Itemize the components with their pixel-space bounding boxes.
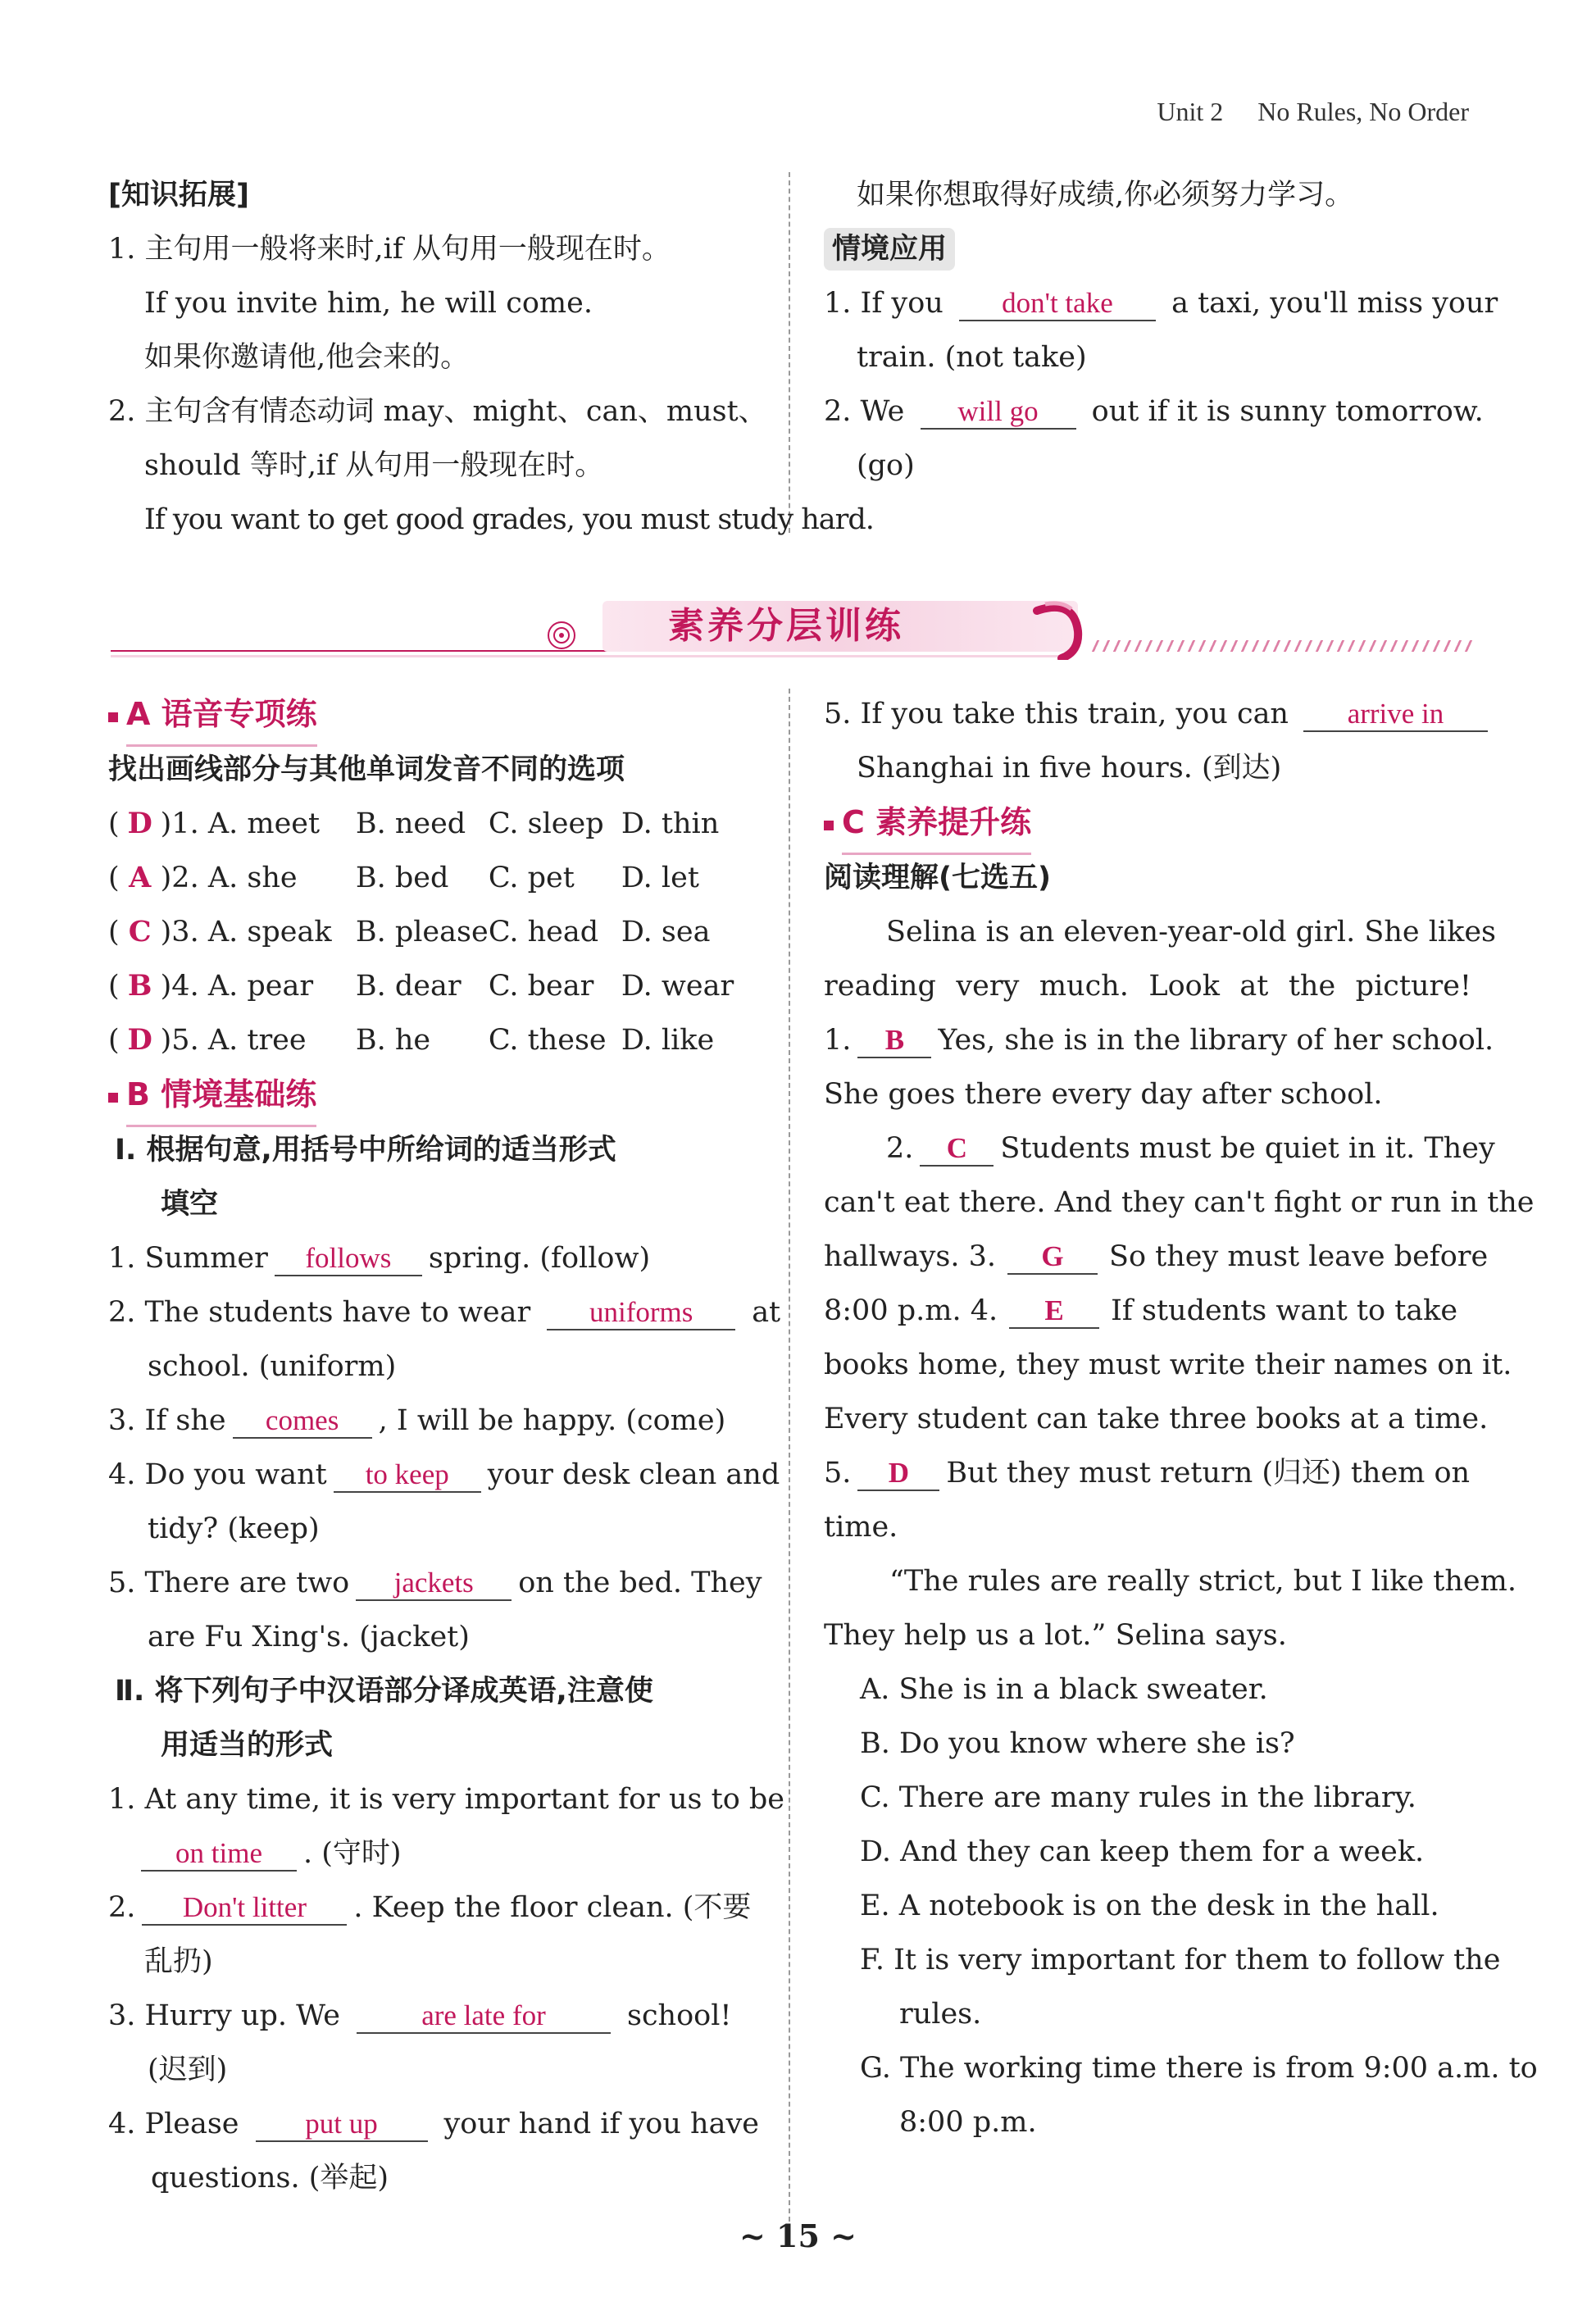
passage-line-8-post: If students want to take xyxy=(1111,1294,1458,1327)
mcq-item-3: ( C )3. A. speak B. pleaseC. head D. sea xyxy=(108,905,764,959)
fill-q4-pre: 4. Do you want xyxy=(108,1458,327,1491)
mcq-3-c: C. head xyxy=(488,916,599,948)
passage-blank-1-answer: B xyxy=(857,1024,931,1058)
passage-line-3-post: Yes, she is in the library of her school. xyxy=(938,1024,1494,1057)
mcq-1-answer: D xyxy=(127,807,152,840)
trans-q2-pre: 2. xyxy=(108,1891,136,1924)
situation-q2-hint: (go) xyxy=(857,449,915,482)
option-a: A. She is in a black sweater. xyxy=(860,1673,1268,1706)
section-a-instruction: 找出画线部分与其他单词发音不同的选项 xyxy=(108,753,625,786)
passage-blank-2-answer: C xyxy=(920,1132,994,1167)
situation-q2-pre: 2. We xyxy=(824,395,905,428)
trans-q4-pre: 4. Please xyxy=(108,2108,239,2140)
fill-q4-line2: tidy? (keep) xyxy=(148,1512,320,1545)
mcq-2-b: B. bed xyxy=(355,862,449,894)
passage-line-5 xyxy=(824,1121,1495,1176)
option-c: C. There are many rules in the library. xyxy=(860,1781,1416,1814)
trans-q3 xyxy=(108,1989,764,2043)
trans-q3-answer: are late for xyxy=(357,1999,611,2034)
passage-blank-5-answer: D xyxy=(857,1457,939,1491)
mcq-4-a: A. pear xyxy=(207,970,314,1003)
mcq-2-answer: A xyxy=(129,861,152,894)
mcq-item-1: ( D )1. A. meet B. need C. sleep D. thin xyxy=(108,797,764,851)
passage-line-4: She goes there every day after school. xyxy=(824,1078,1383,1111)
fill-q1-pre: 1. Summer xyxy=(108,1242,268,1275)
situation-q1-post: a taxi, you'll miss your xyxy=(1171,287,1498,320)
passage-line-13: “The rules are really strict, but I like them. xyxy=(889,1565,1516,1598)
column-divider-top xyxy=(789,172,790,533)
mcq-5-num: )5. xyxy=(160,1024,199,1057)
mcq-item-5: ( D )5. A. tree B. he C. these D. like xyxy=(108,1013,764,1067)
trans-q2-post: . Keep the floor clean. (不要 xyxy=(353,1891,752,1924)
situation-q2-answer: will go xyxy=(921,395,1076,430)
mcq-3-num: )3. xyxy=(160,916,199,948)
mcq-1-a: A. meet xyxy=(207,807,321,840)
option-f: F. It is very important for them to follow the xyxy=(860,1944,1501,1976)
trans-q4-post: your hand if you have xyxy=(443,2108,759,2140)
mcq-4-d: D. wear xyxy=(621,970,734,1003)
passage-line-14: They help us a lot.” Selina says. xyxy=(824,1619,1287,1652)
trans-q2-answer: Don't litter xyxy=(142,1891,347,1926)
left-column xyxy=(108,687,785,2205)
mcq-1-c: C. sleep xyxy=(488,807,604,840)
section-b-part1-line1: Ⅰ. 根据句意,用括号中所给词的适当形式 xyxy=(115,1134,616,1167)
mcq-5-a: A. tree xyxy=(207,1024,307,1057)
mcq-3-answer: C xyxy=(128,915,152,948)
fill-q5-answer: jackets xyxy=(356,1567,512,1601)
mcq-5-d: D. like xyxy=(621,1024,715,1057)
section-b-marker xyxy=(108,1093,118,1103)
trans-q2 xyxy=(108,1881,764,1935)
situation-q1 xyxy=(824,276,1498,330)
header-unit: Unit 2 xyxy=(1157,97,1224,126)
passage-line-7-post: So they must leave before xyxy=(1109,1240,1489,1273)
trans-q1-line1: 1. At any time, it is very important for us to be xyxy=(108,1783,785,1816)
mcq-5-c: C. these xyxy=(488,1024,607,1057)
banner-title: 素养分层训练 xyxy=(668,605,904,647)
target-icon xyxy=(545,619,578,652)
section-b-part2-line2: 用适当的形式 xyxy=(161,1729,334,1762)
passage-blank-5-num: 5. xyxy=(824,1457,852,1490)
knowledge-example-1-en: If you invite him, he will come. xyxy=(144,287,593,320)
trans-q3-pre: 3. Hurry up. We xyxy=(108,1999,340,2032)
banner-line-pink xyxy=(111,655,1062,657)
passage-line-7-pre: hallways. 3. xyxy=(824,1240,996,1273)
fill-q4-post: your desk clean and xyxy=(487,1458,780,1491)
option-d: D. And they can keep them for a week. xyxy=(860,1835,1425,1868)
right-q5-pre: 5. If you take this train, you can xyxy=(824,698,1289,730)
banner-swoosh-icon xyxy=(1029,594,1094,660)
option-g: G. The working time there is from 9:00 a.m. to xyxy=(860,2052,1538,2085)
fill-q5-line2: are Fu Xing's. (jacket) xyxy=(148,1621,470,1653)
mcq-item-2: ( A )2. A. she B. bed C. pet D. let xyxy=(108,851,764,905)
fill-q3 xyxy=(108,1394,764,1448)
trans-q1-answer: on time xyxy=(141,1837,297,1872)
knowledge-example-2-en: If you want to get good grades, you must study hard. xyxy=(144,503,874,536)
situation-tag: 情境应用 xyxy=(824,228,955,271)
mcq-1-d: D. thin xyxy=(621,807,720,840)
right-q5 xyxy=(824,687,1471,741)
mcq-2-a: A. she xyxy=(207,862,298,894)
section-a-items xyxy=(108,797,764,1067)
passage-blank-4-answer: E xyxy=(1009,1294,1099,1329)
passage-line-1: Selina is an eleven-year-old girl. She likes xyxy=(886,916,1497,948)
fill-q3-post: , I will be happy. (come) xyxy=(378,1404,726,1437)
passage-line-6: can't eat there. And they can't fight or run in the xyxy=(824,1186,1535,1219)
mcq-2-num: )2. xyxy=(160,862,199,894)
trans-q1-line2 xyxy=(108,1826,764,1881)
passage-blank-1-num: 1. xyxy=(824,1024,852,1057)
fill-q3-pre: 3. If she xyxy=(108,1404,226,1437)
fill-q2-post: at xyxy=(752,1296,781,1329)
option-f-line2: rules. xyxy=(899,1998,982,2031)
situation-block xyxy=(824,168,1498,493)
trans-q1-post: . (守时) xyxy=(303,1837,402,1870)
situation-q1-answer: don't take xyxy=(959,287,1156,321)
fill-q4-answer: to keep xyxy=(334,1458,481,1493)
mcq-5-b: B. he xyxy=(355,1024,431,1057)
knowledge-title: [知识拓展] xyxy=(108,179,249,211)
knowledge-item-2b: should 等时,if 从句用一般现在时。 xyxy=(144,449,604,482)
fill-q3-answer: comes xyxy=(233,1404,372,1439)
passage-line-11 xyxy=(824,1446,1471,1500)
right-q5-answer: arrive in xyxy=(1303,698,1488,732)
knowledge-example-2-cn: 如果你想取得好成绩,你必须努力学习。 xyxy=(857,179,1354,211)
banner-line-left xyxy=(111,650,668,652)
passage-blank-3-answer: G xyxy=(1007,1240,1098,1275)
mcq-4-answer: B xyxy=(127,969,152,1003)
section-c-instruction: 阅读理解(七选五) xyxy=(824,862,1051,894)
knowledge-item-1: 1. 主句用一般将来时,if 从句用一般现在时。 xyxy=(108,233,671,266)
column-divider-bottom xyxy=(789,689,790,2222)
page-number: ~ 15 ~ xyxy=(739,2217,857,2254)
mcq-3-a: A. speak xyxy=(207,916,332,948)
option-b: B. Do you know where she is? xyxy=(860,1727,1295,1760)
section-b-title: B 情境基础练 xyxy=(126,1067,316,1127)
section-a-marker xyxy=(108,712,118,722)
knowledge-item-2a: 2. 主句含有情态动词 may、might、can、must、 xyxy=(108,395,767,428)
passage-line-5-post: Students must be quiet in it. They xyxy=(1000,1132,1495,1165)
fill-q5-post: on the bed. They xyxy=(518,1567,762,1599)
fill-q2-pre: 2. The students have to wear xyxy=(108,1296,531,1329)
section-b-part2-line1: Ⅱ. 将下列句子中汉语部分译成英语,注意使 xyxy=(115,1675,653,1708)
fill-q1-post: spring. (follow) xyxy=(428,1242,651,1275)
mcq-1-num: )1. xyxy=(160,807,199,840)
situation-q2-post: out if it is sunny tomorrow. xyxy=(1091,395,1484,428)
trans-q4-line2: questions. (举起) xyxy=(151,2162,389,2195)
trans-q4 xyxy=(108,2097,764,2151)
header-title: No Rules, No Order xyxy=(1257,97,1469,126)
fill-q2-line2: school. (uniform) xyxy=(148,1350,397,1383)
section-c-marker xyxy=(824,821,834,830)
option-g-line2: 8:00 p.m. xyxy=(899,2106,1037,2139)
fill-q2-answer: uniforms xyxy=(547,1296,735,1330)
passage-line-2: reading very much. Look at the picture! xyxy=(824,970,1471,1003)
banner-dots xyxy=(1092,640,1475,652)
mcq-4-c: C. bear xyxy=(488,970,594,1003)
mcq-2-c: C. pet xyxy=(488,862,575,894)
trans-q2-line2: 乱扔) xyxy=(144,1945,213,1978)
knowledge-example-1-cn: 如果你邀请他,他会来的。 xyxy=(144,341,470,374)
situation-q1-hint: train. (not take) xyxy=(857,341,1087,374)
situation-q2 xyxy=(824,384,1484,439)
right-q5-line2: Shanghai in five hours. (到达) xyxy=(857,752,1282,785)
mcq-2-d: D. let xyxy=(621,862,699,894)
mcq-4-b: B. dear xyxy=(355,970,462,1003)
passage-line-12: time. xyxy=(824,1511,898,1544)
section-banner xyxy=(111,586,1471,660)
passage-line-8 xyxy=(824,1284,1471,1338)
section-b-part1-line2: 填空 xyxy=(161,1188,219,1221)
section-c-title: C 素养提升练 xyxy=(842,795,1031,855)
trans-q4-answer: put up xyxy=(256,2108,428,2142)
fill-q4 xyxy=(108,1448,780,1502)
passage-line-10: Every student can take three books at a time. xyxy=(824,1403,1489,1435)
option-e: E. A notebook is on the desk in the hall. xyxy=(860,1890,1439,1922)
fill-q1 xyxy=(108,1231,764,1285)
passage-line-8-pre: 8:00 p.m. 4. xyxy=(824,1294,998,1327)
passage-blank-2-num: 2. xyxy=(886,1132,914,1165)
right-column xyxy=(824,687,1538,2149)
mcq-1-b: B. need xyxy=(355,807,466,840)
passage-line-11-post: But they must return (归还) them on xyxy=(946,1457,1471,1490)
mcq-item-4: ( B )4. A. pear B. dear C. bear D. wear xyxy=(108,959,764,1013)
mcq-3-d: D. sea xyxy=(621,916,711,948)
fill-q5 xyxy=(108,1556,764,1610)
fill-q1-answer: follows xyxy=(275,1242,422,1276)
trans-q3-line2: (迟到) xyxy=(148,2054,228,2086)
passage-line-7 xyxy=(824,1230,1489,1284)
mcq-4-num: )4. xyxy=(160,970,199,1003)
situation-q1-pre: 1. If you xyxy=(824,287,944,320)
section-a-title: A 语音专项练 xyxy=(126,687,317,747)
passage-line-3 xyxy=(824,1013,1494,1067)
fill-q5-pre: 5. There are two xyxy=(108,1567,350,1599)
mcq-5-answer: D xyxy=(127,1023,152,1057)
mcq-3-b: B. please xyxy=(355,916,489,948)
fill-q2 xyxy=(108,1285,781,1339)
page-header xyxy=(1157,97,1469,127)
passage-line-9: books home, they must write their names on it. xyxy=(824,1349,1512,1381)
trans-q3-post: school! xyxy=(626,1999,732,2032)
